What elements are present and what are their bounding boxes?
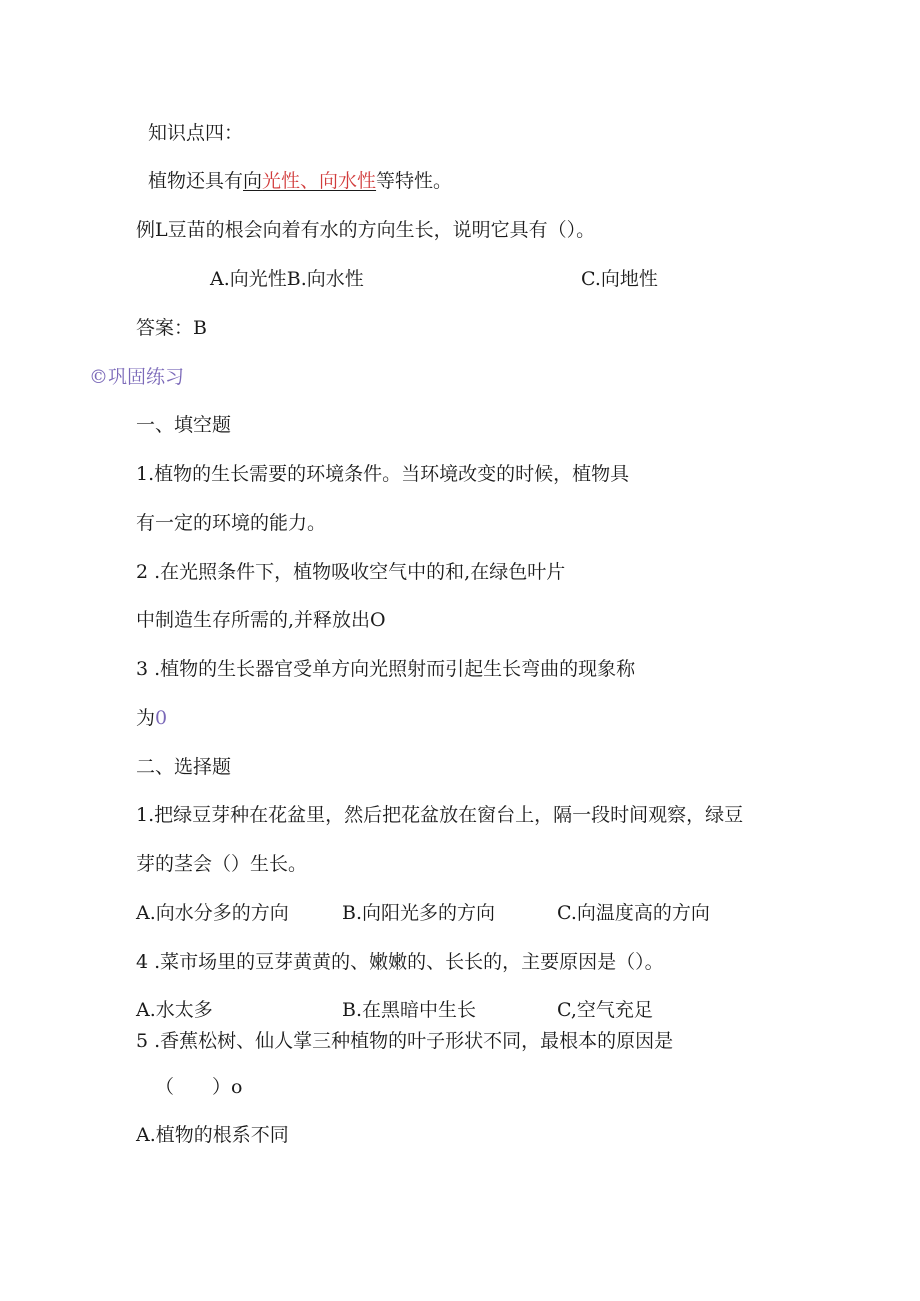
choice-question-4: 4 .菜市场里的豆芽黄黄的、嫩嫩的、长长的，主要原因是（）。: [136, 951, 664, 973]
section-heading: 知识点四：: [148, 122, 244, 144]
fill-question-2-line-2: 中制造生存所需的,并释放出O: [136, 609, 386, 631]
practice-title: ©巩固练习: [89, 366, 185, 388]
q3-line-2-suffix: 0: [155, 707, 168, 729]
choice-1-option-c: C.向温度高的方向: [557, 902, 710, 924]
choice-5-option-a: A.植物的根系不同: [136, 1124, 289, 1146]
statement-keywords: [243, 170, 376, 192]
example-question: 例L豆苗的根会向着有水的方向生长，说明它具有（）。: [136, 219, 596, 241]
statement-prefix: 植物还具有: [148, 170, 244, 192]
example-answer: 答案：B: [136, 317, 207, 339]
choice-heading: 二、选择题: [136, 756, 232, 778]
fill-question-2-line-1: 2 .在光照条件下，植物吸收空气中的和,在绿色叶片: [136, 561, 566, 583]
choice-question-5-line-2: （ ）o: [155, 1076, 243, 1098]
knowledge-statement: [148, 169, 452, 193]
choice-4-option-a: A.水太多: [136, 999, 213, 1021]
fill-question-1-line-2: 有一定的环境的能力。: [136, 512, 327, 534]
choice-4-option-b: B.在黑暗中生长: [342, 999, 477, 1021]
statement-keyword-2: 光性、向水性: [262, 170, 377, 192]
choice-1-option-b: B.向阳光多的方向: [342, 902, 496, 924]
choice-question-1-line-1: 1.把绿豆芽种在花盆里，然后把花盆放在窗台上，隔一段时间观察，绿豆: [136, 804, 744, 826]
choice-question-1-line-2: 芽的茎会（）生长。: [136, 853, 308, 875]
statement-keyword-1: 向: [243, 170, 263, 192]
fill-blank-heading: 一、填空题: [136, 414, 232, 436]
statement-suffix: 等特性。: [376, 170, 453, 192]
example-options-ab: A.向光性B.向水性: [210, 268, 364, 290]
choice-4-option-c: C,空气充足: [557, 999, 653, 1021]
fill-question-3-line-1: 3 .植物的生长器官受单方向光照射而引起生长弯曲的现象称: [136, 658, 636, 680]
q3-line-2-prefix: 为: [136, 707, 156, 729]
fill-question-3-line-2: [136, 706, 167, 730]
choice-1-option-a: A.向水分多的方向: [136, 902, 289, 924]
fill-question-1-line-1: 1.植物的生长需要的环境条件。当环境改变的时候，植物具: [136, 463, 630, 485]
choice-question-5-line-1: 5 .香蕉松树、仙人掌三种植物的叶子形状不同，最根本的原因是: [136, 1030, 674, 1052]
example-option-c: C.向地性: [581, 268, 658, 290]
